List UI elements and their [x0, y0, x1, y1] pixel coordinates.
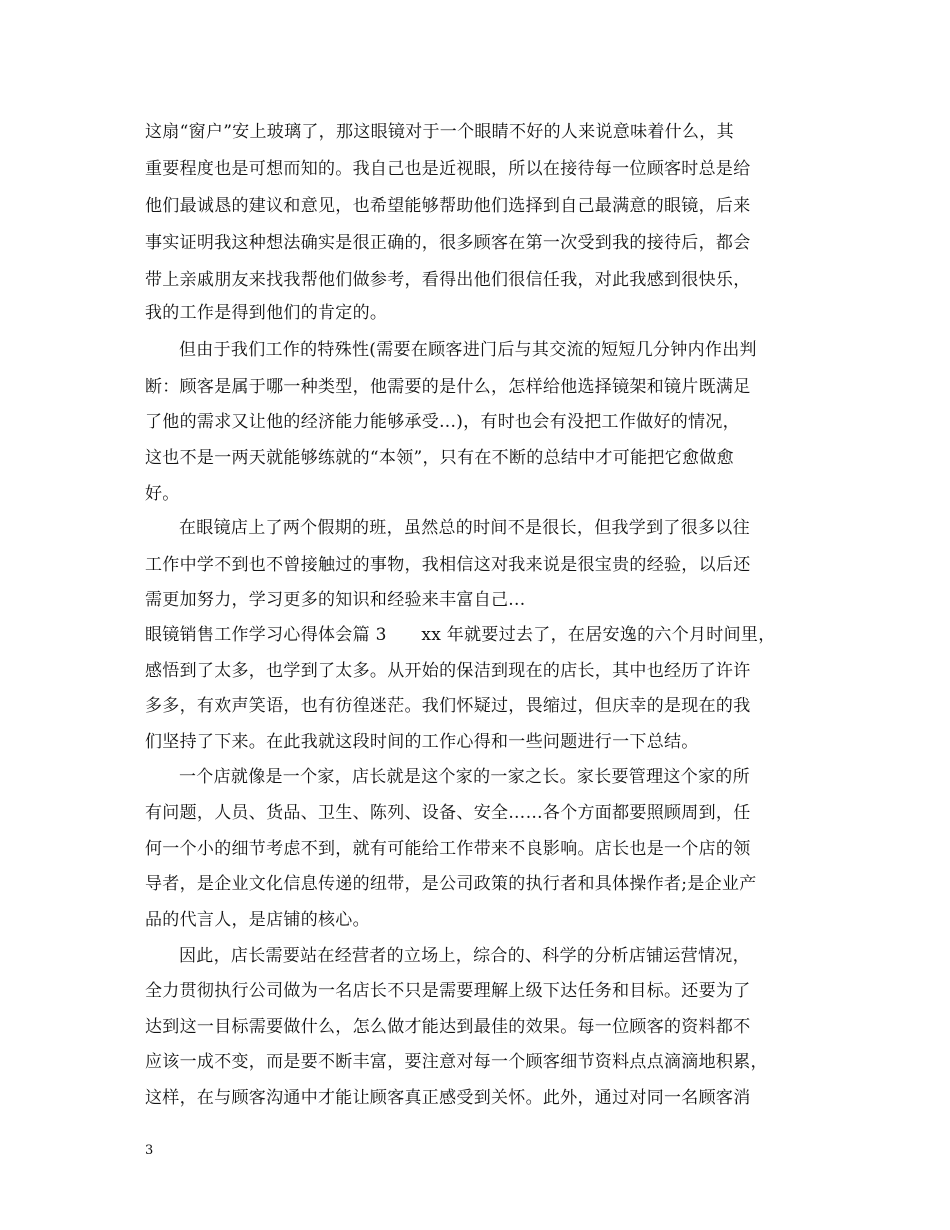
paragraph-start-line: 但由于我们工作的特殊性(需要在顾客进门后与其交流的短短几分钟内作出判 [179, 340, 757, 360]
text-line: 全力贯彻执行公司做为一名店长不只是需要理解上级下达任务和目标。还要为了 [145, 981, 751, 1001]
text-line: 导者，是企业文化信息传递的纽带，是公司政策的执行者和具体操作者;是企业产 [145, 874, 757, 894]
text-line: 断：顾客是属于哪一种类型，他需要的是什么，怎样给他选择镜架和镜片既满足 [145, 377, 751, 397]
paragraph-start-line: 在眼镜店上了两个假期的班，虽然总的时间不是很长，但我学到了很多以往 [179, 518, 750, 538]
paragraph-start-line: 一个店就像是一个家，店长就是这个家的一家之长。家长要管理这个家的所 [179, 767, 750, 787]
text-line: 多多，有欢声笑语，也有彷徨迷茫。我们怀疑过，畏缩过，但庆幸的是现在的我 [145, 696, 751, 716]
text-line: 他们最诚恳的建议和意见，也希望能够帮助他们选择到自己最满意的眼镜，后来 [145, 196, 751, 216]
text-line: 好。 [145, 484, 180, 504]
text-line: 何一个小的细节考虑不到，就有可能给工作带来不良影响。店长也是一个店的领 [145, 839, 751, 859]
text-line: 事实证明我这种想法确实是很正确的，很多顾客在第一次受到我的接待后，都会 [145, 233, 751, 253]
text-line: 我的工作是得到他们的肯定的。 [145, 303, 388, 323]
text-line: 重要程度也是可想而知的。我自己也是近视眼，所以在接待每一位顾客时总是给 [145, 159, 751, 179]
section-heading-line: 眼镜销售工作学习心得体会篇 3 xx 年就要过去了，在居安逸的六个月时间里， [145, 625, 776, 645]
text-line: 达到这一目标需要做什么，怎么做才能达到最佳的效果。每一位顾客的资料都不 [145, 1017, 751, 1037]
text-line: 有问题，人员、货品、卫生、陈列、设备、安全……各个方面都要照顾周到，任 [145, 803, 751, 823]
text-line: 感悟到了太多，也学到了太多。从开始的保洁到现在的店长，其中也经历了许许 [145, 661, 751, 681]
text-line: 这样，在与顾客沟通中才能让顾客真正感受到关怀。此外，通过对同一名顾客消 [145, 1088, 751, 1108]
text-line: 应该一成不变，而是要不断丰富，要注意对每一个顾客细节资料点点滴滴地积累， [145, 1052, 768, 1072]
text-line: 品的代言人，是店铺的核心。 [145, 910, 370, 930]
text-line: 们坚持了下来。在此我就这段时间的工作心得和一些问题进行一下总结。 [145, 732, 699, 752]
paragraph-start-line: 因此，店长需要站在经营者的立场上，综合的、科学的分析店铺运营情况， [179, 946, 750, 966]
text-line: 这扇“窗户”安上玻璃了，那这眼镜对于一个眼睛不好的人来说意味着什么，其 [145, 122, 734, 142]
text-line: 了他的需求又让他的经济能力能够承受...)，有时也会有没把工作做好的情况， [145, 412, 740, 432]
text-line: 这也不是一两天就能够练就的“本领”，只有在不断的总结中才可能把它愈做愈 [145, 448, 734, 468]
text-line: 工作中学不到也不曾接触过的事物，我相信这对我来说是很宝贵的经验，以后还 [145, 555, 751, 575]
page-number: 3 [145, 1143, 154, 1158]
text-line: 需更加努力，学习更多的知识和经验来丰富自己... [145, 590, 526, 610]
text-line: 带上亲戚朋友来找我帮他们做参考，看得出他们很信任我，对此我感到很快乐， [145, 270, 751, 290]
